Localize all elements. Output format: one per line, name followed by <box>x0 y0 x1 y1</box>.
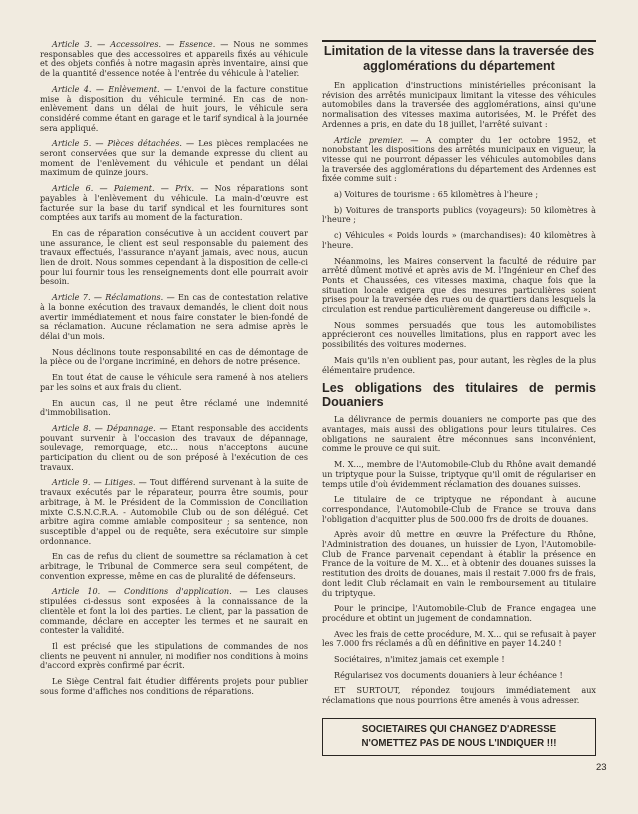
section-lead: Article premier. — <box>334 134 419 145</box>
page-number: 23 <box>596 762 607 773</box>
section-paragraph <box>322 671 596 681</box>
left-column <box>40 40 308 702</box>
article-text: Les clauses stipulées ci-dessus sont exposées à la connaissance de la clientèle et font la loi des parties. Le client, par la passation de commande, déclare en accepter les termes et ne saurait en contester la validité. <box>40 586 308 636</box>
article-lead: Article 8. — Dépannage. — <box>52 422 168 433</box>
section-text: A compter du 1er octobre 1952, et nonobstant les dispositions des arrêtés municipaux en vigueur, la vitesse qui ne pourront dépasser les véhicules automobiles dans la traversée des agglomérations du département des Ardennes est fixée comme suit : <box>322 134 596 184</box>
section-text: Pour le principe, l'Automobile-Club de France engagea une procédure et obtint un jugement de condamnation. <box>322 603 596 623</box>
article-paragraph <box>40 40 308 79</box>
section-paragraph <box>322 190 596 200</box>
section-paragraph <box>322 231 596 250</box>
section-text: b) Voitures de transports publics (voyageurs): 50 kilomètres à l'heure ; <box>322 204 596 225</box>
article-lead: Article 9. — Litiges. — <box>52 477 147 488</box>
section-text: Néanmoins, les Maires conservent la faculté de réduire par arrêté dûment motivé et après avis de M. l'Ingénieur en Chef des Ponts et Chaussées, ces vitesses maxima, chaque fois que la situation locale exigera que des mesures particulières soient prises pour la traversée des rues ou de quartiers dans lesquels la circulation est rendue particulièrement dangereuse ou difficile ». <box>322 255 596 315</box>
section-text: M. X..., membre de l'Automobile-Club du Rhône avait demandé un triptyque pour la Suisse, triptyque qu'il omit de régulariser en temps utile d'où évidemment réclamation des douanes suisses. <box>322 459 596 489</box>
section-text: Le titulaire de ce triptyque ne répondant à aucune correspondance, l'Automobile-Club de France se trouva dans l'obligation d'acquitter plus de 500.000 frs de droits de douanes. <box>322 494 596 524</box>
right-column <box>322 40 596 756</box>
article-paragraph <box>40 184 308 223</box>
section-text: Avec les frais de cette procédure, M. X... qui se refusait à payer les 7.000 frs réclamés a dû en définitive en payer 14.240 ! <box>322 628 596 649</box>
section-paragraph <box>322 257 596 315</box>
article-paragraph <box>40 229 308 287</box>
section-paragraph <box>322 136 596 185</box>
article-text: Nous déclinons toute responsabilité en cas de démontage de la pièce ou de l'organe incriminé, en dehors de notre présence. <box>40 346 308 367</box>
section-text: Nous sommes persuadés que tous les automobilistes apprécieront ces nouvelles limitations, plus en rapport avec les possibilités des voitures modernes. <box>322 319 596 350</box>
section-text: En application d'instructions ministérielles préconisant la révision des arrêtés municipaux limitant la vitesse des véhicules automobiles dans la traversée des agglomérations, ainsi qu'une normalisation des vitesses maxima autorisées, M. le Préfet des Ardennes a pris, en date du 18 juillet, l'arrêté suivant : <box>322 80 596 129</box>
section-paragraph <box>322 604 596 623</box>
section-text: ET SURTOUT, répondez toujours immédiatement aux réclamations que nous pourrions être amenés à vous adresser. <box>322 685 596 706</box>
section-text: La délivrance de permis douaniers ne comporte pas que des avantages, mais aussi des obligations pour leurs titulaires. Ces obligations ne sauraient être méconnues sans inconvénient, comme le prouve ce qui suit. <box>322 414 596 454</box>
article-text: Les pièces remplacées ne seront conservées que sur la demande expresse du client au moment de l'enlèvement du véhicule et pendant un délai maximum de quinze jours. <box>40 138 308 178</box>
article-text: En cas de contestation relative à la bonne exécution des travaux demandés, le client doit nous avertir immédiatement et nous faire constater le bien-fondé de sa réclamation. Aucune réclamation ne sera admise après le délai d'un mois. <box>40 292 308 341</box>
article-paragraph <box>40 587 308 636</box>
article-lead: Article 3. — Accessoires. — Essence. — <box>52 39 229 49</box>
section-paragraph <box>322 321 596 350</box>
article-text: En cas de réparation consécutive à un accident couvert par une assurance, le client est seul responsable du paiement des travaux effectués, l'assurance n'ayant jamais, avec nous, aucun lien de droit. Nous sommes cependant à la disposition de celle-ci pour lui fournir tous les renseignements dont elle pourrait avoir besoin. <box>40 227 308 287</box>
section-paragraph <box>322 686 596 705</box>
article-paragraph <box>40 293 308 342</box>
section-text: Mais qu'ils n'en oublient pas, pour autant, les règles de la plus élémentaire prudence. <box>322 354 596 375</box>
article-lead: Article 5. — Pièces détachées. — <box>52 138 195 149</box>
article-paragraph <box>40 85 308 134</box>
article-lead: Article 4. — Enlèvement. — <box>52 83 173 94</box>
notice-line-1: SOCIETAIRES QUI CHANGEZ D'ADRESSE <box>361 723 557 735</box>
article-paragraph <box>40 348 308 367</box>
section-heading-speed-limit: Limitation de la vitesse dans la traversée des agglomérations du département <box>322 40 596 73</box>
section-paragraph <box>322 206 596 225</box>
section-paragraph <box>322 630 596 649</box>
address-change-notice <box>322 718 596 756</box>
section-text: a) Voitures de tourisme : 65 kilomètres à l'heure ; <box>334 189 539 200</box>
article-paragraph <box>40 642 308 671</box>
section-paragraph <box>322 530 596 598</box>
article-paragraph <box>40 677 308 696</box>
section-paragraph <box>322 495 596 524</box>
notice-line-2: N'OMETTEZ PAS DE NOUS L'INDIQUER !!! <box>361 737 557 749</box>
article-paragraph <box>40 424 308 473</box>
article-text: Nos réparations sont payables à l'enlèvement du véhicule. La main-d'œuvre est facturée sur la base du tarif syndical et les fournitures sont comptées aux tarifs au moment de la facturation. <box>40 183 308 223</box>
article-text: En cas de refus du client de soumettre sa réclamation à cet arbitrage, le Tribunal de Commerce sera seul compétent, de convention expresse, même en cas de pluralité de défenseurs. <box>40 551 308 581</box>
section-paragraph <box>322 415 596 454</box>
article-lead: Article 6. — Paiement. — Prix. — <box>52 183 209 194</box>
section-paragraph <box>322 356 596 375</box>
section-paragraph <box>322 655 596 665</box>
section-text: Régularisez vos documents douaniers à leur échéance ! <box>334 669 563 680</box>
article-text: En tout état de cause le véhicule sera ramené à nos ateliers par les soins et aux frais du client. <box>40 372 308 392</box>
section-text: Sociétaires, n'imitez jamais cet exemple ! <box>334 654 505 665</box>
section-heading-customs-permits: Les obligations des titulaires de permis Douaniers <box>322 381 596 410</box>
section-paragraph <box>322 81 596 130</box>
article-text: Le Siège Central fait étudier différents projets pour publier sous forme d'affiches nos conditions de réparations. <box>40 676 308 696</box>
article-paragraph <box>40 478 308 546</box>
article-text: Nous ne sommes responsables que des accessoires et appareils fixés au véhicule et des objets confiés à notre magasin après inventaire, ainsi que de la quantité d'essence notée à l'entrée du véhicule à l'atelier. <box>40 39 308 79</box>
article-text: En aucun cas, il ne peut être réclamé une indemnité d'immobilisation. <box>40 397 308 418</box>
article-paragraph <box>40 552 308 581</box>
section-heading-block <box>322 40 596 73</box>
article-lead: Article 10. — Conditions d'application. — <box>52 586 248 597</box>
article-paragraph <box>40 399 308 418</box>
article-text: Etant responsable des accidents pouvant survenir à l'occasion des travaux de dépannage, soulevage, remorquage, etc... nous n'acceptons aucune participation du client ou de son préposé à l'exécution de ces travaux. <box>40 422 308 472</box>
section-text: Après avoir dû mettre en œuvre la Préfecture du Rhône, l'Administration des douanes, un huissier de Lyon, l'Automobile-Club de France parvenait cependant à établir la présence en France de la voiture de M. X... et à obtenir des douanes suisses la restitution des droits de douanes, mais il restait 7.000 frs de frais, dont ledit Club réclamait en vain le remboursement au titulaire du triptyque. <box>322 529 596 598</box>
article-lead: Article 7. — Réclamations. — <box>52 292 175 303</box>
article-text: Il est précisé que les stipulations de commandes de nos clients ne peuvent ni annuler, ni modifier nos conditions à moins d'accord exprès confirmé par écrit. <box>40 640 308 671</box>
section-text: c) Véhicules « Poids lourds » (marchandises): 40 kilomètres à l'heure. <box>322 230 596 250</box>
section-paragraph <box>322 460 596 489</box>
article-paragraph <box>40 373 308 392</box>
article-paragraph <box>40 139 308 178</box>
article-text: L'envoi de la facture constitue mise à disposition du véhicule terminé. En cas de non-enlèvement dans un délai de huit jours, le véhicule sera considéré comme étant en garage et le tarif syndical à la journée sera appliqué. <box>40 83 308 133</box>
article-text: Tout différend survenant à la suite de travaux exécutés par le réparateur, pourra être soumis, pour arbitrage, à M. le Président de la Commission de Conciliation mixte C.S.N.C.R.A. - Automobile Club ou de son délégué. Cet arbitre agira comme amiable compositeur ; sa sentence, non susceptible d'appel ou de requête, sera exécutoire sur simple ordonnance. <box>40 477 308 546</box>
